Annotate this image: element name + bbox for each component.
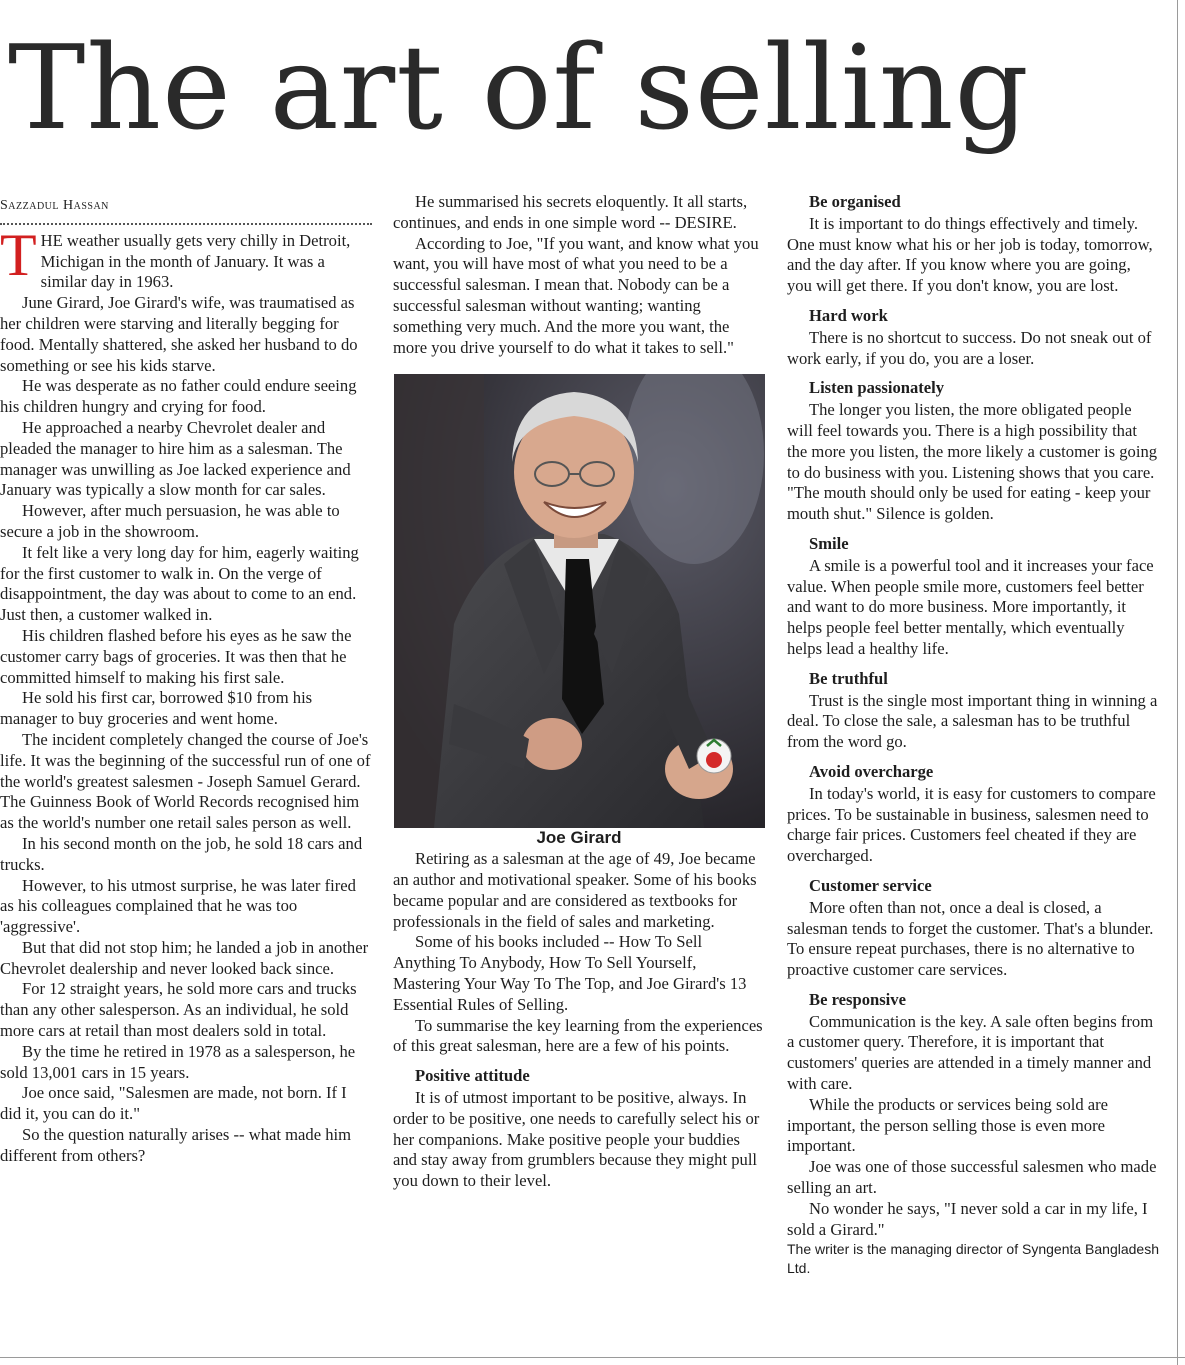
byline: Sazzadul Hassan — [0, 196, 372, 225]
paragraph: It is important to do things effectively and timely. One must know what his or her job is today, tomorrow, and the day after. If you know where you are going, you will get there. If you don't know, you are lost. — [787, 213, 1153, 296]
paragraph: The longer you listen, the more obligated people will feel towards you. There is a high possibility that the more you listen, the more likely a customer is going to do business with you. Listening shows that you care. "The mouth should only be used for eating - keep your mouth shut." Silence is golden. — [787, 400, 1158, 524]
paragraph: The incident completely changed the course of Joe's life. It was the beginning of the successful run of one of the world's greatest salesmen - Joseph Samuel Gerard. The Guinness Book of World Records recognised him as the world's number one retail sales person as well. — [0, 729, 371, 833]
paragraph: He was desperate as no father could endure seeing his children hungry and crying for food. — [0, 376, 357, 417]
paragraph: Retiring as a salesman at the age of 49, Joe became an author and motivational speaker. Some of his books became popular and are considered as textbooks for professionals in the field of sales and marketing. — [393, 849, 757, 931]
photo-caption: Joe Girard — [536, 828, 622, 848]
paragraph: To summarise the key learning from the experiences of this great salesman, here are a few of his points. — [393, 1015, 763, 1056]
paragraph: His children flashed before his eyes as he saw the customer carry bags of groceries. It was then that he committed himself to making his first sale. — [0, 625, 352, 687]
lead-paragraph — [0, 221, 372, 293]
subheading: Positive attitude — [415, 1066, 530, 1086]
paragraph: It is of utmost important to be positive, always. In order to be positive, one needs to carefully select his or her companions. Make positive people your buddies and stay away from grumblers because they might pull you down to their level. — [393, 1087, 760, 1191]
paragraph: But that did not stop him; he landed a job in another Chevrolet dealership and never looked back since. — [0, 937, 369, 978]
paragraph: There is no shortcut to success. Do not sneak out of work early, if you do, you are a loser. — [787, 327, 1152, 368]
paragraph: However, to his utmost surprise, he was later fired as his colleagues complained that he was too 'aggressive'. — [0, 875, 356, 937]
joe-girard-photo — [394, 374, 765, 828]
article-column-1 — [0, 192, 372, 1167]
paragraph: According to Joe, "If you want, and know what you want, you will have most of what you need to be a successful salesman. I mean that. Nobody can be a successful salesman without wanting; wanting something very much. And the more you want, the more you drive yourself to do what it takes to sell." — [393, 233, 759, 357]
paragraph: For 12 straight years, he sold more cars and trucks than any other salesperson. As an individual, he sold more cars at retail than most dealers sold in total. — [0, 979, 357, 1041]
author-credit: The writer is the managing director of Syngenta Bangladesh Ltd. — [787, 1241, 1159, 1277]
portrait-illustration — [394, 374, 765, 828]
paragraph: A smile is a powerful tool and it increases your face value. When people smile more, customers feel better and want to do more business. More importantly, it helps people feel better mentally, which eventually helps lead a healthy life. — [787, 555, 1154, 658]
subheading: Be truthful — [809, 668, 888, 688]
paragraph: Joe once said, "Salesmen are made, not born. If I did it, you can do it." — [0, 1083, 347, 1124]
subheading: Smile — [809, 533, 849, 553]
paragraph: He approached a nearby Chevrolet dealer and pleaded the manager to hire him as a salesman. The manager was unwilling as Joe lacked experience and January was typically a slow month for car sales. — [0, 417, 351, 500]
subheading: Customer service — [809, 875, 932, 895]
paragraph: He sold his first car, borrowed $10 from his manager to buy groceries and went home. — [0, 688, 313, 729]
paragraph: June Girard, Joe Girard's wife, was traumatised as her children were starving and literally begging for food. Mentally shattered, she asked her husband to do something or see his kids starve. — [0, 293, 358, 375]
paragraph: Communication is the key. A sale often begins from a customer query. Therefore, it is important that customers' queries are attended in a timely manner and with care. — [787, 1011, 1154, 1094]
subheading: Hard work — [809, 305, 888, 325]
paragraph: In today's world, it is easy for customers to compare prices. To be sustainable in business, salesmen need to charge fair prices. Customers feel cheated if they are overcharged. — [787, 783, 1156, 866]
paragraph: While the products or services being sold are important, the person selling those is even more important. — [787, 1094, 1109, 1156]
paragraph: Some of his books included -- How To Sell Anything To Anybody, How To Sell Yourself, Mastering Your Way To The Top, and Joe Girard's 13 Essential Rules of Selling. — [393, 932, 747, 1014]
paragraph: More often than not, once a deal is closed, a salesman tends to forget the customer. That's a blunder. To ensure repeat purchases, there is no alternative to proactive customer care services. — [787, 897, 1154, 980]
paragraph: No wonder he says, "I never sold a car in my life, I sold a Girard." — [787, 1198, 1148, 1239]
column-rule-right — [1177, 0, 1178, 1365]
subheading: Listen passionately — [809, 378, 945, 398]
paragraph: It felt like a very long day for him, eagerly waiting for the first customer to walk in. On the verge of disappointment, the day was about to come to an end. Just then, a customer walked in. — [0, 542, 359, 625]
paragraph: He summarised his secrets eloquently. It all starts, continues, and ends in one simple word -- DESIRE. — [393, 192, 748, 232]
subheading: Be responsive — [809, 989, 906, 1009]
subheading: Avoid overcharge — [809, 761, 934, 781]
paragraph: So the question naturally arises -- what made him different from others? — [0, 1125, 352, 1165]
article-column-3 — [787, 192, 1159, 1278]
paragraph: By the time he retired in 1978 as a salesperson, he sold 13,001 cars in 15 years. — [0, 1041, 356, 1082]
headline: The art of selling — [8, 21, 1030, 156]
article-column-2 — [393, 192, 765, 1192]
page-rule-bottom — [0, 1357, 1185, 1358]
drop-cap: T — [0, 221, 37, 288]
paragraph: Trust is the single most important thing in winning a deal. To close the sale, a salesman has to be truthful from the word go. — [787, 690, 1158, 752]
paragraph: However, after much persuasion, he was able to secure a job in the showroom. — [0, 501, 340, 541]
subheading: Be organised — [809, 192, 901, 211]
lead-text: HE weather usually gets very chilly in Detroit, Michigan in the month of January. It was a similar day in 1963. — [40, 230, 351, 292]
paragraph: Joe was one of those successful salesmen who made selling an art. — [787, 1157, 1157, 1198]
paragraph: In his second month on the job, he sold 18 cars and trucks. — [0, 833, 363, 874]
